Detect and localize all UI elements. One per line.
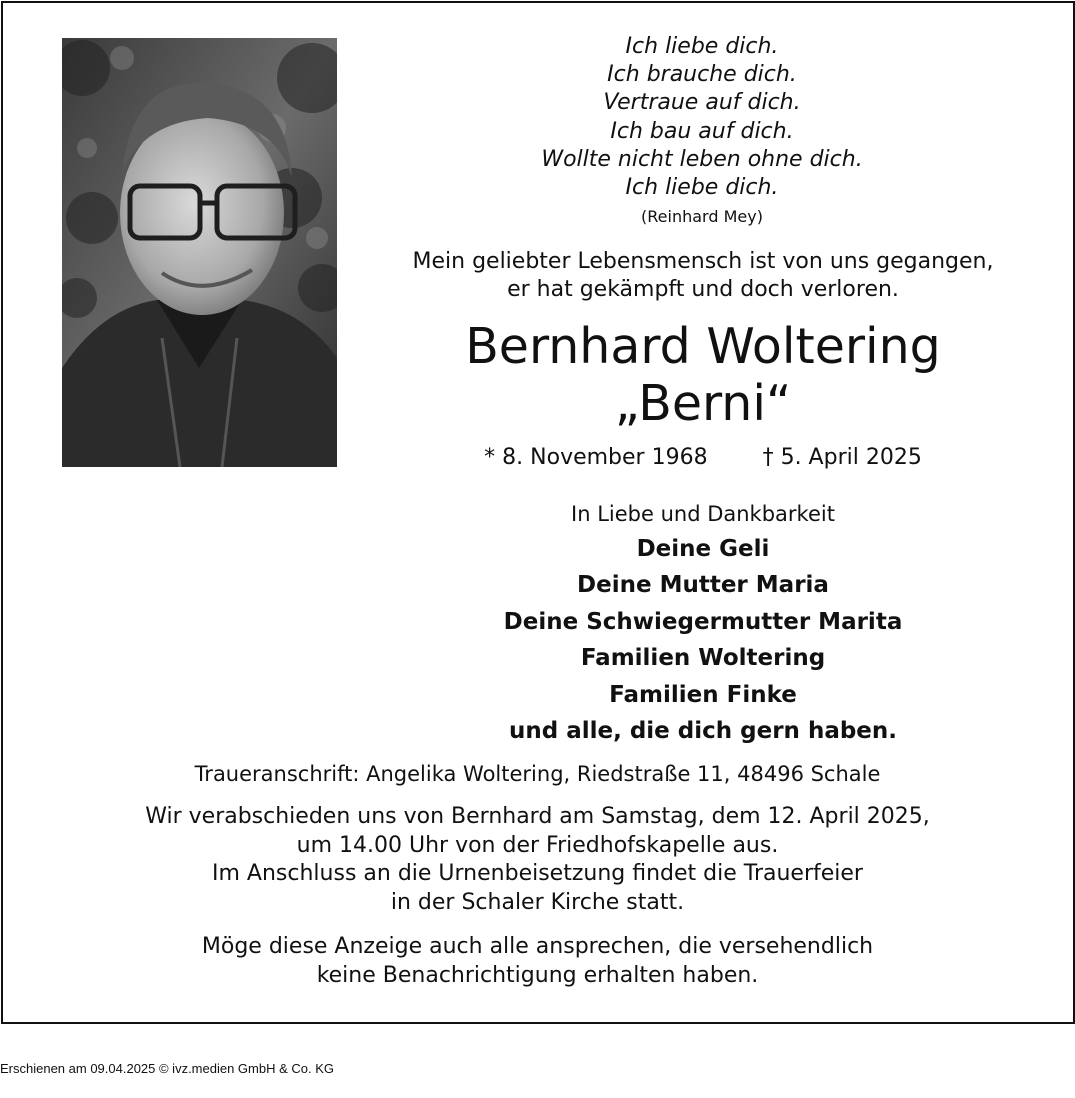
- notification-note: [20, 932, 1055, 990]
- death-date: † 5. April 2025: [762, 445, 922, 470]
- mourner: Deine Schwiegermutter Marita: [503, 608, 903, 635]
- funeral-line: um 14.00 Uhr von der Friedhofskapelle aus.: [296, 832, 779, 858]
- poem: [500, 33, 904, 232]
- mourner: und alle, die dich gern haben.: [508, 718, 898, 745]
- funeral-line: Wir verabschieden uns von Bernhard am Samstag, dem 12. April 2025,: [145, 804, 930, 829]
- mourners-list: [380, 531, 1026, 749]
- deceased-name-block: [380, 318, 1026, 432]
- mourner: Familien Woltering: [580, 645, 826, 672]
- poem-line: Vertraue auf dich.: [603, 90, 801, 116]
- poem-line: Wollte nicht leben ohne dich.: [541, 146, 863, 172]
- mourner: Deine Geli: [636, 536, 770, 562]
- deceased-nickname: „Berni“: [614, 375, 792, 432]
- poem-line: Ich brauche dich.: [607, 62, 797, 88]
- message-line: er hat gekämpft und doch verloren.: [507, 277, 899, 302]
- mourner: Familien Finke: [609, 681, 797, 708]
- poem-credit: (Reinhard Mey): [641, 207, 763, 227]
- poem-line: Ich liebe dich.: [625, 175, 779, 201]
- life-dates: [380, 443, 1026, 473]
- farewell-message: [380, 248, 1026, 304]
- funeral-line: Im Anschluss an die Urnenbeisetzung findet die Trauerfeier: [212, 861, 863, 886]
- message-line: Mein geliebter Lebensmensch ist von uns gegangen,: [412, 249, 994, 274]
- thanks-line: In Liebe und Dankbarkeit: [571, 502, 835, 526]
- portrait-image: [62, 38, 337, 467]
- birth-date: * 8. November 1968: [484, 445, 708, 470]
- poem-line: Ich bau auf dich.: [610, 118, 794, 144]
- funeral-line: in der Schaler Kirche statt.: [390, 889, 685, 915]
- poem-line: Ich liebe dich.: [625, 34, 779, 59]
- notice-line: Möge diese Anzeige auch alle ansprechen, die versehendlich: [201, 934, 874, 959]
- notice-line: keine Benachrichtigung erhalten haben.: [316, 963, 759, 988]
- deceased-name: Bernhard Woltering: [465, 318, 941, 375]
- mourning-address: Traueranschrift: Angelika Woltering, Riedstraße 11, 48496 Schale: [194, 762, 881, 786]
- funeral-details: [20, 803, 1055, 917]
- portrait-photo: [62, 38, 337, 467]
- publication-footer: Erschienen am 09.04.2025 © ivz.medien GmbH & Co. KG: [0, 1061, 335, 1076]
- mourner: Deine Mutter Maria: [577, 572, 829, 599]
